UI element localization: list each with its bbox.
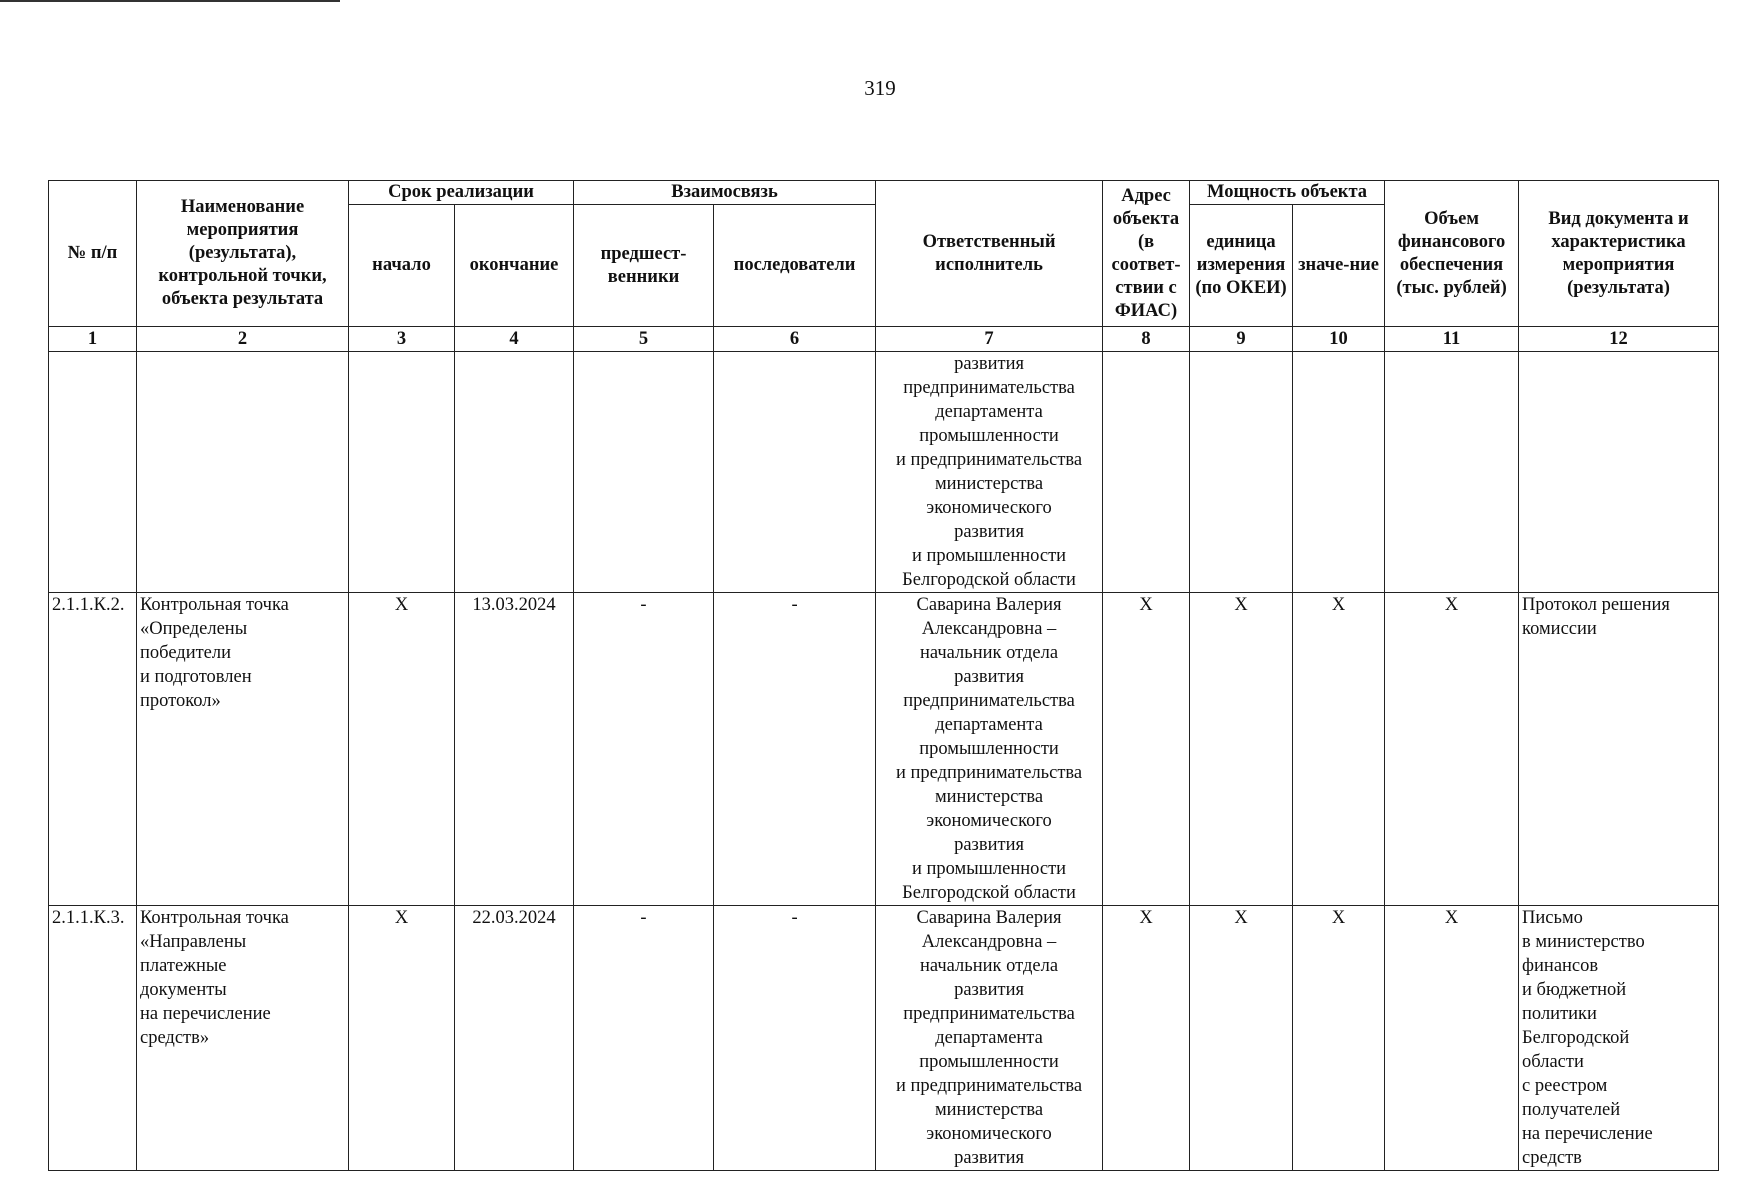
text-line: получателей — [1522, 1100, 1621, 1120]
text-line: Контрольная точка — [140, 595, 289, 615]
text-line: с реестром — [1522, 1076, 1608, 1096]
text-line: промышленности — [919, 426, 1059, 446]
table-row — [49, 906, 1719, 1171]
text-line: предпринимательства — [903, 691, 1075, 711]
text-line: документы — [140, 980, 227, 1000]
text-line: Белгородской — [1522, 1028, 1630, 1048]
cell-doc — [1519, 906, 1719, 1171]
text-line: департамента — [935, 715, 1043, 735]
header-successors: последователи — [714, 205, 876, 327]
cell-num: 2.1.1.К.3. — [49, 906, 137, 1171]
text-line: департамента — [935, 402, 1043, 422]
text-line: начальник отдела — [920, 956, 1059, 976]
header-capacity-group: Мощность объекта — [1190, 181, 1385, 205]
cell-doc — [1519, 352, 1719, 593]
text-line: «Определены — [140, 619, 248, 639]
cell-end: 22.03.2024 — [455, 906, 574, 1171]
text-line: «Направлены — [140, 932, 247, 952]
header-doc: Вид документа и характеристика мероприятия (результата) — [1519, 181, 1719, 327]
cell-finance — [1385, 352, 1519, 593]
cell-num — [49, 352, 137, 593]
cell-end — [455, 352, 574, 593]
cell-name — [137, 352, 349, 593]
text-line: промышленности — [919, 1052, 1059, 1072]
text-line: в министерство — [1522, 932, 1645, 952]
header-value: значе-ние — [1293, 205, 1385, 327]
text-line: экономического — [926, 811, 1052, 831]
text-line: развития — [954, 835, 1024, 855]
text-line: и предпринимательства — [895, 450, 1083, 470]
header-finance: Объем финансового обеспечения (тыс. рублей) — [1385, 181, 1519, 327]
table-body — [49, 352, 1719, 1171]
text-line: Александровна – — [921, 932, 1057, 952]
header-address: Адрес объекта (в соответ-ствии с ФИАС) — [1103, 181, 1190, 327]
text-line: финансов — [1522, 956, 1599, 976]
cell-start: X — [349, 593, 455, 906]
cell-responsible — [876, 352, 1103, 593]
column-number: 8 — [1103, 327, 1190, 352]
text-line: развития — [954, 354, 1024, 374]
cell-predecessors: - — [574, 906, 714, 1171]
cell-name — [137, 593, 349, 906]
cell-address — [1103, 352, 1190, 593]
table-row — [49, 352, 1719, 593]
text-line: предпринимательства — [903, 1004, 1075, 1024]
text-line: на перечисление — [1522, 1124, 1653, 1144]
text-line: начальник отдела — [920, 643, 1059, 663]
header-period-group: Срок реализации — [349, 181, 574, 205]
cell-doc — [1519, 593, 1719, 906]
column-number: 11 — [1385, 327, 1519, 352]
text-line: развития — [954, 522, 1024, 542]
cell-responsible — [876, 906, 1103, 1171]
text-line: развития — [954, 667, 1024, 687]
text-line: и предпринимательства — [895, 763, 1083, 783]
text-line: Письмо — [1522, 908, 1583, 928]
text-line: и подготовлен — [140, 667, 252, 687]
cell-value — [1293, 352, 1385, 593]
cell-start: X — [349, 906, 455, 1171]
text-line: департамента — [935, 1028, 1043, 1048]
cell-address: X — [1103, 906, 1190, 1171]
cell-unit: X — [1190, 906, 1293, 1171]
cell-num: 2.1.1.К.2. — [49, 593, 137, 906]
text-line: комиссии — [1522, 619, 1597, 639]
column-number: 6 — [714, 327, 876, 352]
header-num: № п/п — [49, 181, 137, 327]
cell-unit: X — [1190, 593, 1293, 906]
column-number: 12 — [1519, 327, 1719, 352]
header-predecessors: предшест-венники — [574, 205, 714, 327]
cell-end: 13.03.2024 — [455, 593, 574, 906]
column-number: 2 — [137, 327, 349, 352]
header-responsible: Ответственный исполнитель — [876, 181, 1103, 327]
cell-address: X — [1103, 593, 1190, 906]
text-line: экономического — [926, 1124, 1052, 1144]
cell-name — [137, 906, 349, 1171]
cell-value: X — [1293, 906, 1385, 1171]
header-start: начало — [349, 205, 455, 327]
text-line: и предпринимательства — [895, 1076, 1083, 1096]
table-row — [49, 593, 1719, 906]
cell-finance: X — [1385, 593, 1519, 906]
cell-start — [349, 352, 455, 593]
text-line: министерства — [934, 787, 1044, 807]
text-line: экономического — [926, 498, 1052, 518]
text-line: Протокол решения — [1522, 595, 1670, 615]
column-number: 9 — [1190, 327, 1293, 352]
cell-value: X — [1293, 593, 1385, 906]
text-line: Белгородской области — [902, 570, 1076, 590]
text-line: развития — [954, 980, 1024, 1000]
text-line: Саварина Валерия — [916, 908, 1062, 928]
text-line: победители — [140, 643, 232, 663]
text-line: платежные — [140, 956, 227, 976]
header-name: Наименование мероприятия (результата), контрольной точки, объекта результата — [137, 181, 349, 327]
text-line: протокол» — [140, 691, 221, 711]
cell-successors: - — [714, 593, 876, 906]
header-unit: единица измерения (по ОКЕИ) — [1190, 205, 1293, 327]
text-line: Саварина Валерия — [916, 595, 1062, 615]
column-number: 5 — [574, 327, 714, 352]
header-end: окончание — [455, 205, 574, 327]
cell-successors: - — [714, 906, 876, 1171]
text-line: средств — [1522, 1148, 1582, 1168]
text-line: и бюджетной — [1522, 980, 1627, 1000]
cell-predecessors: - — [574, 593, 714, 906]
text-line: политики — [1522, 1004, 1597, 1024]
text-line: Контрольная точка — [140, 908, 289, 928]
text-line: предпринимательства — [903, 378, 1075, 398]
text-line: и промышленности — [911, 546, 1067, 566]
column-number: 10 — [1293, 327, 1385, 352]
text-line: Александровна – — [921, 619, 1057, 639]
text-line: Белгородской области — [902, 883, 1076, 903]
schedule-table — [48, 180, 1719, 1171]
cell-finance: X — [1385, 906, 1519, 1171]
cell-predecessors — [574, 352, 714, 593]
cell-unit — [1190, 352, 1293, 593]
text-line: развития — [954, 1148, 1024, 1168]
column-number: 1 — [49, 327, 137, 352]
column-number: 3 — [349, 327, 455, 352]
text-line: министерства — [934, 1100, 1044, 1120]
text-line: области — [1522, 1052, 1584, 1072]
text-line: министерства — [934, 474, 1044, 494]
column-number: 4 — [455, 327, 574, 352]
header-relation-group: Взаимосвязь — [574, 181, 876, 205]
text-line: и промышленности — [911, 859, 1067, 879]
page-number: 319 — [864, 76, 896, 100]
text-line: промышленности — [919, 739, 1059, 759]
cell-responsible — [876, 593, 1103, 906]
text-line: на перечисление — [140, 1004, 271, 1024]
text-line: средств» — [140, 1028, 210, 1048]
cell-successors — [714, 352, 876, 593]
scan-edge-line — [0, 0, 340, 2]
column-number: 7 — [876, 327, 1103, 352]
